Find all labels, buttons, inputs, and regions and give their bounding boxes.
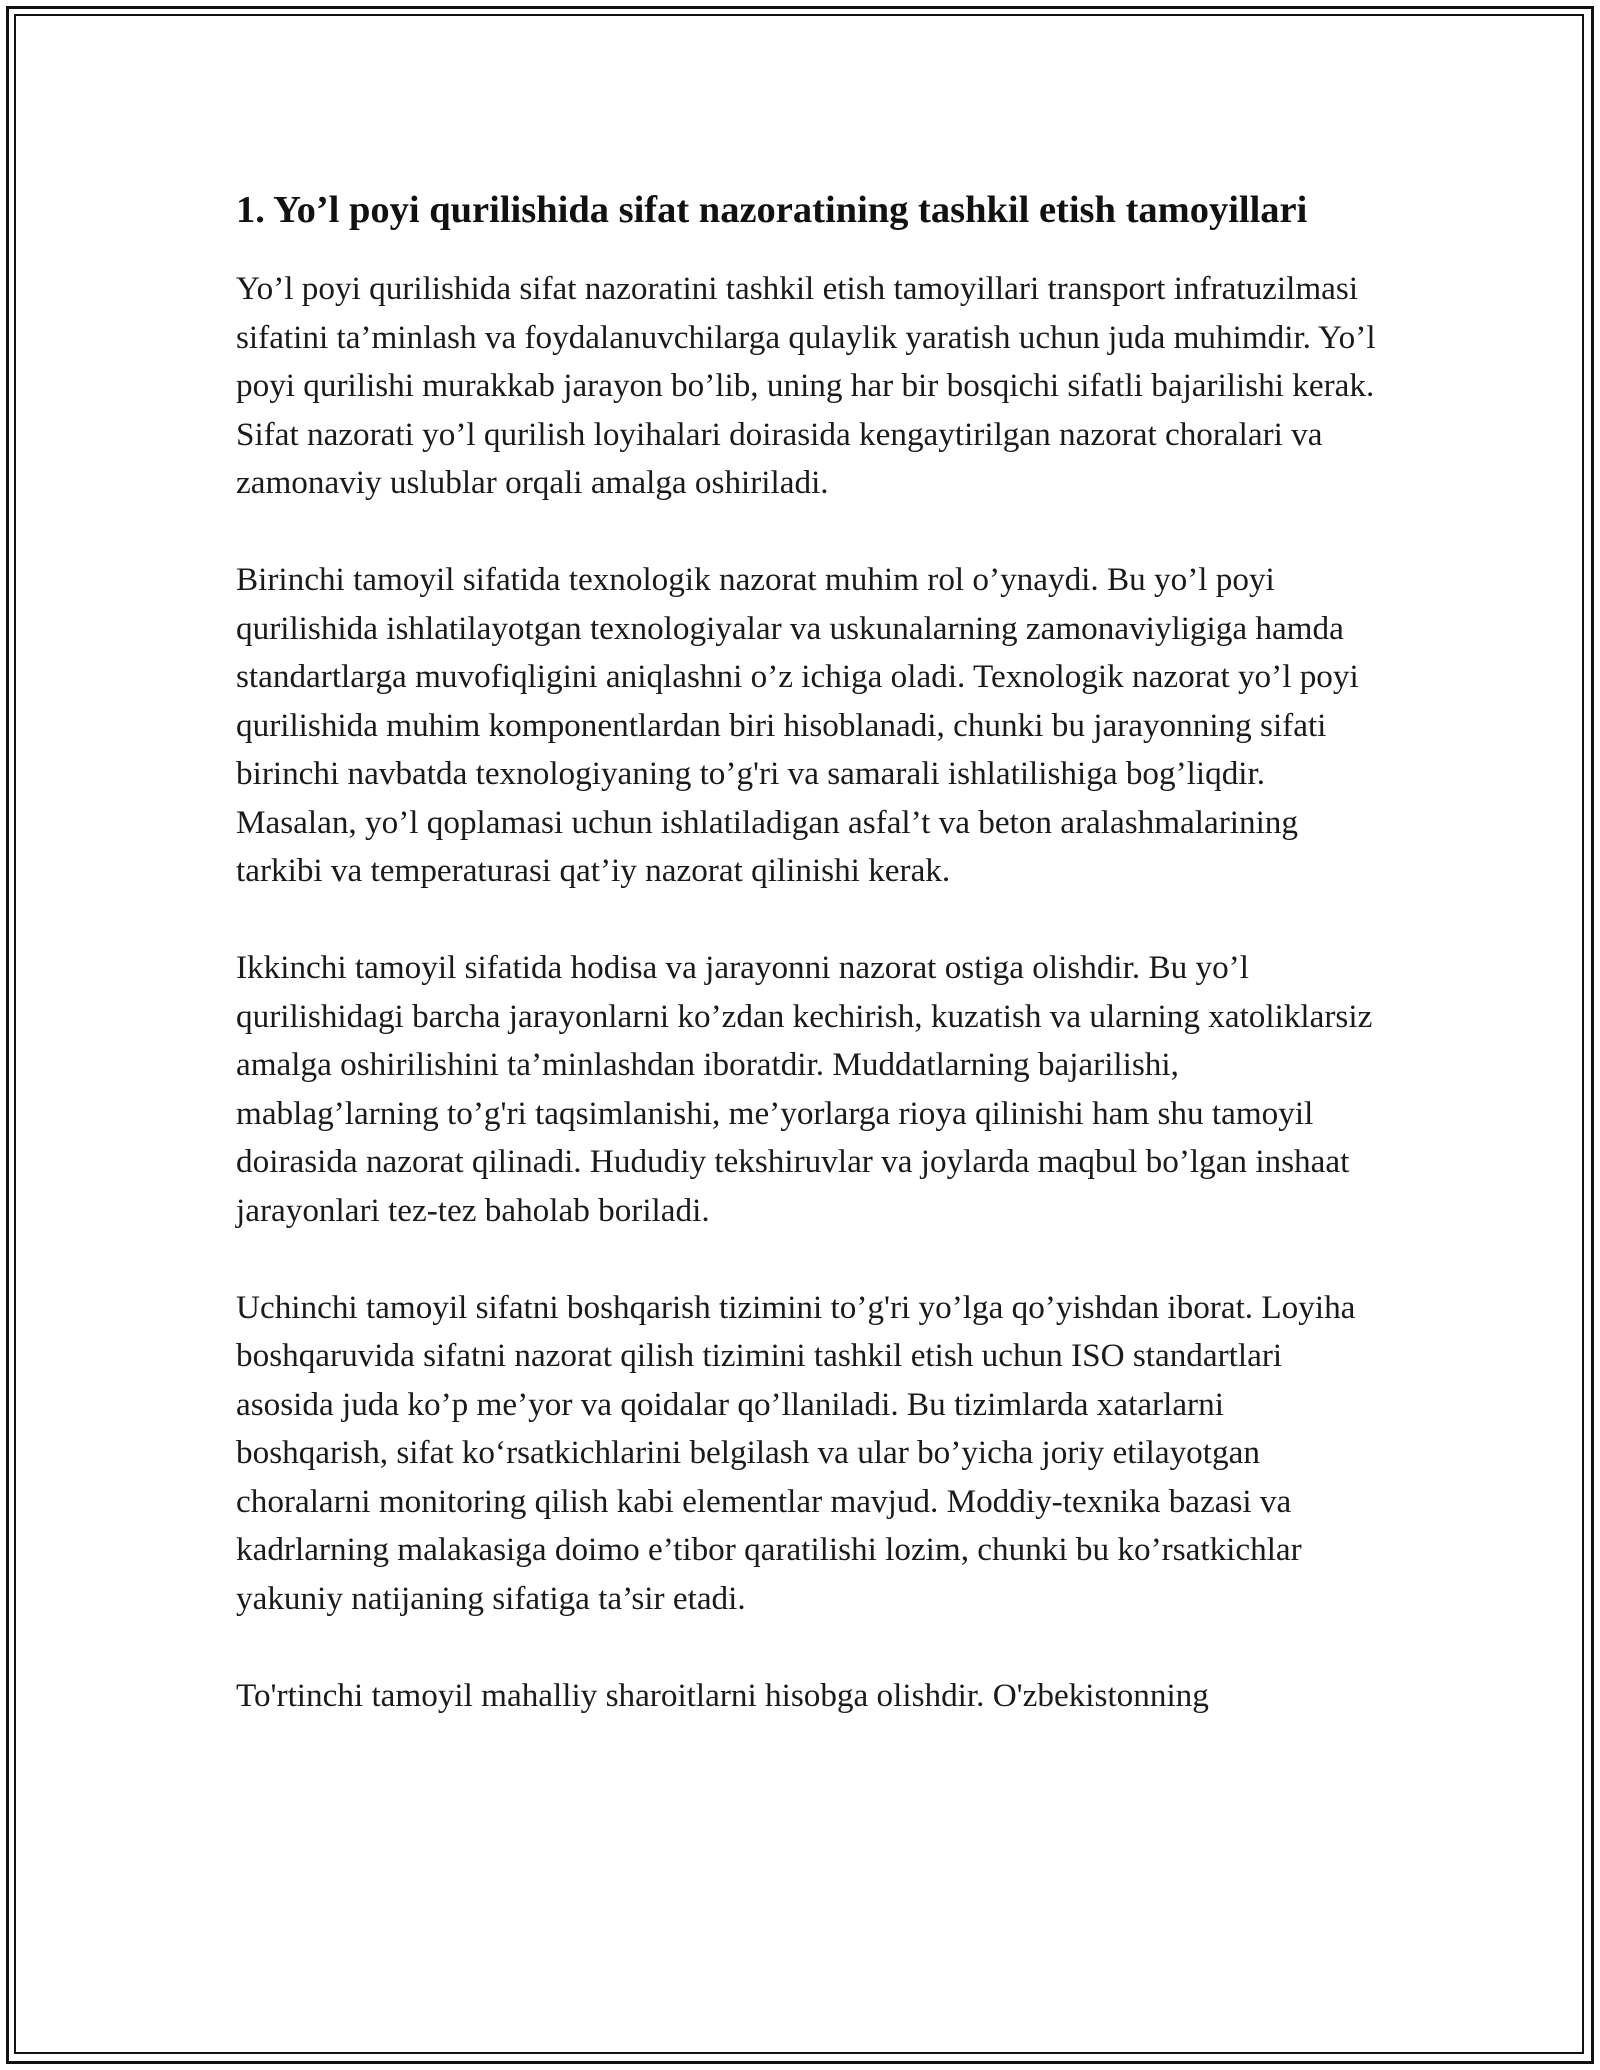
paragraph-fourth-principle: To'rtinchi tamoyil mahalliy sharoitlarni hisobga olishdir. O'zbekistonning [236,1676,1209,1714]
paragraph-intro: Yo’l poyi qurilishida sifat nazoratini tashkil etish tamoyillari transport infratuzilmasi sifatini ta’minlash va foydalanuvchilarga qulaylik yaratish uchun juda muhimdir. Yo’l poyi qurilishi murakkab jarayon bo’lib, uning har bir bosqichi sifatli bajarilishi kerak. Sifat nazorati yo’l qurilish loyihalari doirasida kengaytirilgan nazorat choralari va zamonaviy uslublar orqali amalga oshiriladi. [236,270,1376,501]
paragraph-second-principle: Ikkinchi tamoyil sifatida hodisa va jarayonni nazorat ostiga olishdir. Bu yo’l qurilishidagi barcha jarayonlarni ko’zdan kechirish, kuzatish va ularning xatoliklarsiz amalga oshirilishini ta’minlashdan iboratdir. Muddatlarning bajarilishi, mablag’larning to’g'ri taqsimlanishi, me’yorlarga rioya qilinishi ham shu tamoyil doirasida nazorat qilinadi. Hududiy tekshiruvlar va joylarda maqbul bo’lgan inshaat jarayonlari tez-tez baholab boriladi. [236,949,1373,1229]
document-body [236,183,1376,1769]
section-heading: 1. Yo’l poyi qurilishida sifat nazoratining tashkil etish tamoyillari [236,189,1308,231]
paragraph-first-principle: Birinchi tamoyil sifatida texnologik nazorat muhim rol o’ynaydi. Bu yo’l poyi qurilishida ishlatilayotgan texnologiyalar va uskunalarning zamonaviyligiga hamda standartlarga muvofiqligini aniqlashni o’z ichiga oladi. Texnologik nazorat yo’l poyi qurilishida muhim komponentlardan biri hisoblanadi, chunki bu jarayonning sifati birinchi navbatda texnologiyaning to’g'ri va samarali ishlatilishiga bog’liqdir. Masalan, yo’l qoplamasi uchun ishlatiladigan asfal’t va beton aralashmalarining tarkibi va temperaturasi qat’iy nazorat qilinishi kerak. [236,561,1359,889]
paragraph-third-principle: Uchinchi tamoyil sifatni boshqarish tizimini to’g'ri yo’lga qo’yishdan iborat. Loyiha boshqaruvida sifatni nazorat qilish tizimini tashkil etish uchun ISO standartlari asosida juda ko’p me’yor va qoidalar qo’llaniladi. Bu tizimlarda xatarlarni boshqarish, sifat ko‘rsatkichlarini belgilash va ular bo’yicha joriy etilayotgan choralarni monitoring qilish kabi elementlar mavjud. Moddiy-texnika bazasi va kadrlarning malakasiga doimo e’tibor qaratilishi lozim, chunki bu ko’rsatkichlar yakuniy natijaning sifatiga ta’sir etadi. [236,1288,1356,1617]
